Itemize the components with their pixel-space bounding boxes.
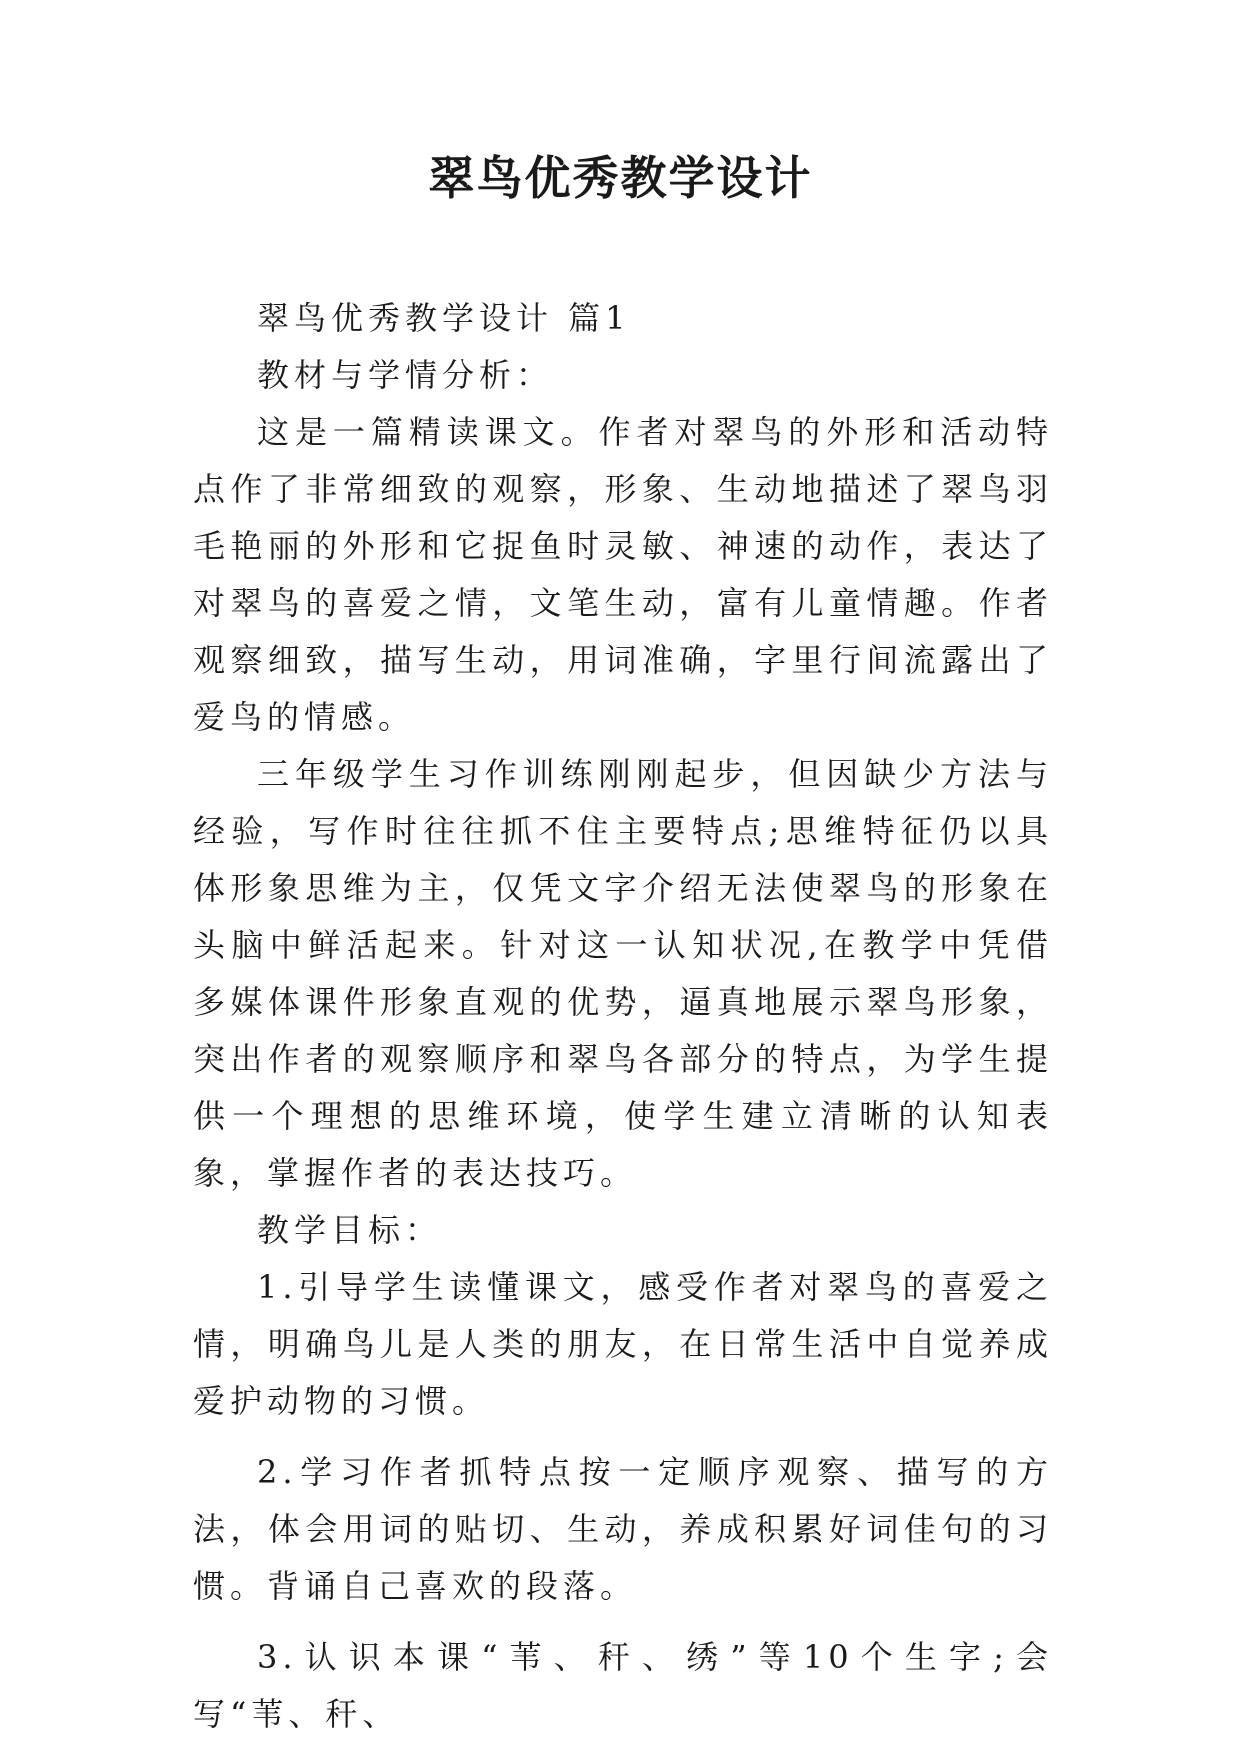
subheading-analysis: 教材与学情分析：: [257, 356, 554, 394]
objective-item-1: 1.引导学生读懂课文，感受作者对翠鸟的喜爱之情，明确鸟儿是人类的朋友，在日常生活中自觉养成爱护动物的习惯。: [193, 1268, 1053, 1420]
document-title: 翠鸟优秀教学设计: [428, 151, 813, 205]
objective-item-3: 3.认识本课“苇、秆、绣”等10个生字;会写“苇、秆、: [193, 1638, 1053, 1733]
objective-item-2: 2.学习作者抓特点按一定顺序观察、描写的方法，体会用词的贴切、生动，养成积累好词佳句的习惯。背诵自己喜欢的段落。: [193, 1453, 1053, 1605]
section-heading: 翠鸟优秀教学设计 篇1: [257, 299, 631, 337]
paragraph-student-analysis: 三年级学生习作训练刚刚起步，但因缺少方法与经验，写作时往往抓不住主要特点;思维特征仍以具体形象思维为主，仅凭文字介绍无法使翠鸟的形象在头脑中鲜活起来。针对这一认知状况,在教学中凭借多媒体课件形象直观的优势，逼真地展示翠鸟形象，突出作者的观察顺序和翠鸟各部分的特点，为学生提供一个理想的思维环境，使学生建立清晰的认知表象，掌握作者的表达技巧。: [193, 755, 1053, 1192]
subheading-objectives: 教学目标：: [257, 1211, 443, 1249]
paragraph-text-analysis: 这是一篇精读课文。作者对翠鸟的外形和活动特点作了非常细致的观察，形象、生动地描述了翠鸟羽毛艳丽的外形和它捉鱼时灵敏、神速的动作，表达了对翠鸟的喜爱之情，文笔生动，富有儿童情趣。作者观察细致，描写生动，用词准确，字里行间流露出了爱鸟的情感。: [193, 413, 1053, 736]
document-body: [193, 290, 1053, 1743]
